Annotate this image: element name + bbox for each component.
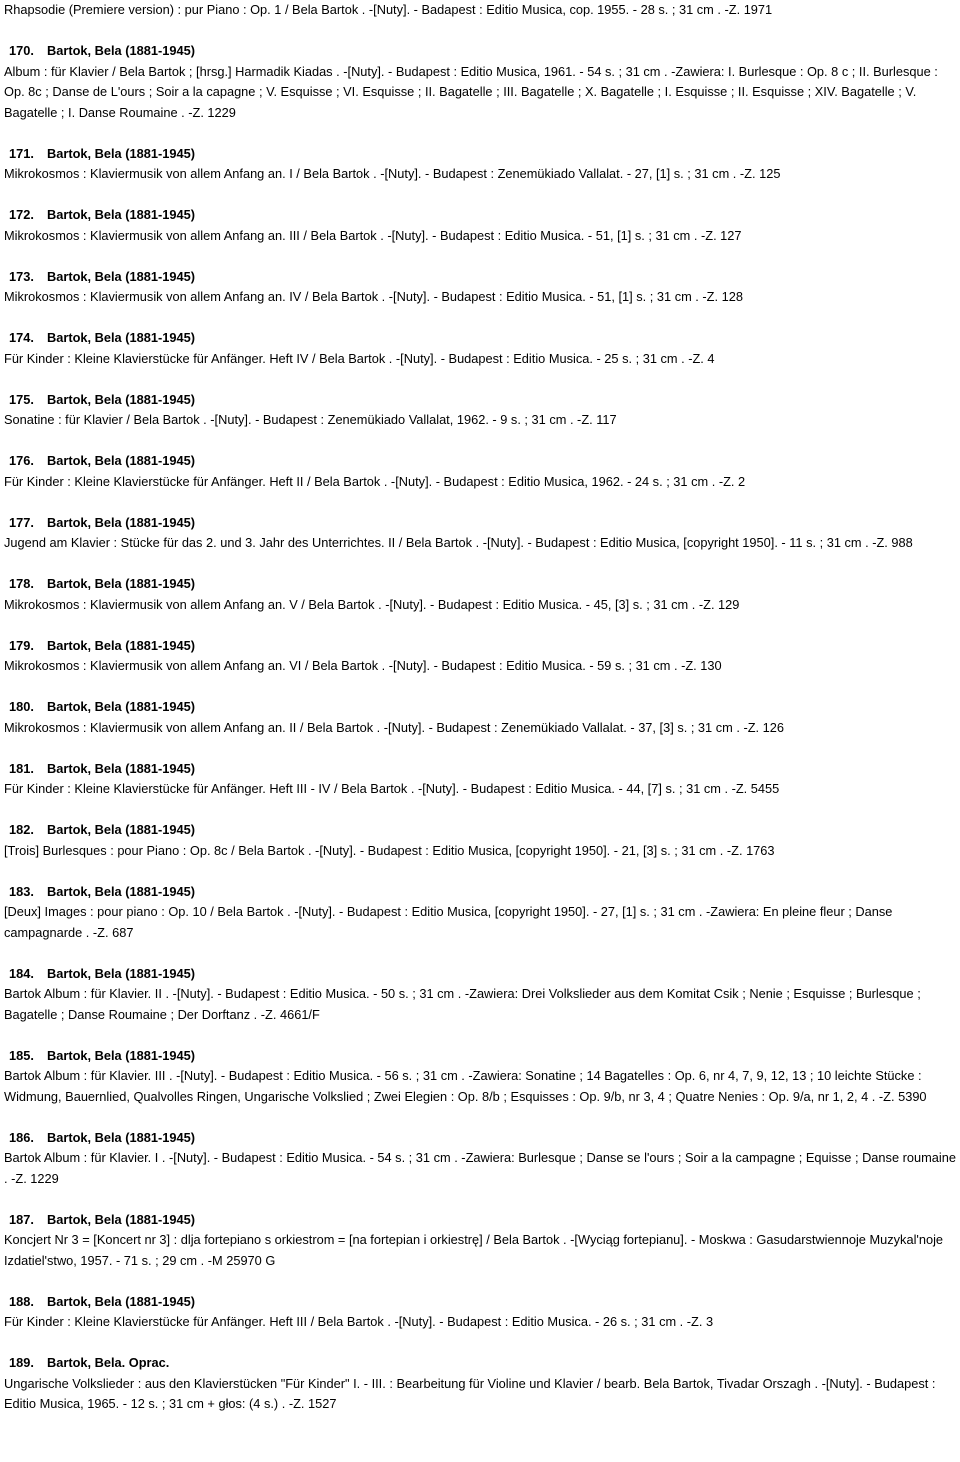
entry-author: Bartok, Bela (1881-1945) xyxy=(47,760,195,776)
entry-heading xyxy=(4,759,956,780)
entry-number: 183. xyxy=(9,883,34,899)
entry-description: Bartok Album : für Klavier. I . -[Nuty]. - Budapest : Editio Musica. - 54 s. ; 31 cm . -Zawiera: Burlesque ; Danse se l'ours ; Soir a la campagne ; Equisse ; Danse roumaine . -Z. 1229 xyxy=(4,1150,956,1186)
entry-heading xyxy=(4,328,956,349)
entry-heading xyxy=(4,451,956,472)
entry-number: 181. xyxy=(9,760,34,776)
catalog-entry xyxy=(4,451,956,492)
catalog-entry xyxy=(4,759,956,800)
entry-number: 176. xyxy=(9,453,34,468)
entry-author: Bartok, Bela (1881-1945) xyxy=(47,330,195,345)
entry-heading xyxy=(4,41,956,62)
entry-number: 175. xyxy=(9,391,34,407)
catalog-entry xyxy=(4,1353,956,1415)
entry-heading xyxy=(4,882,956,903)
entry-description: Jugend am Klavier : Stücke für das 2. und 3. Jahr des Unterrichtes. II / Bela Bartok . -[Nuty]. - Budapest : Editio Musica, [copyright 1950]. - 11 s. ; 31 cm . -Z. 988 xyxy=(4,535,913,550)
entry-number: 185. xyxy=(9,1047,34,1063)
entry-number: 187. xyxy=(9,1211,34,1227)
entry-list xyxy=(4,41,956,1415)
entry-description: Koncjert Nr 3 = [Koncert nr 3] : dlja fortepiano s orkiestrom = [na fortepian i orkiestrę] / Bela Bartok . -[Wyciąg fortepianu]. - Moskwa : Gasudarstwiennoje Muzykal'noje Izdatiel'stwo, 1957. - 71 s. ; 29 cm . -M 25970 G xyxy=(4,1232,944,1268)
entry-number: 171. xyxy=(9,145,34,161)
catalog-entry xyxy=(4,144,956,185)
entry-author: Bartok, Bela (1881-1945) xyxy=(47,43,195,58)
catalog-entry xyxy=(4,41,956,123)
entry-author: Bartok, Bela (1881-1945) xyxy=(47,1129,195,1145)
entry-author: Bartok, Bela (1881-1945) xyxy=(47,576,195,591)
entry-number: 188. xyxy=(9,1293,34,1309)
catalog-entry xyxy=(4,820,956,861)
entry-number: 174. xyxy=(9,330,34,345)
entry-heading xyxy=(4,697,956,718)
catalog-entry xyxy=(4,205,956,246)
entry-heading xyxy=(4,144,956,165)
entry-heading xyxy=(4,964,956,985)
entry-description: Für Kinder : Kleine Klavierstücke für Anfänger. Heft III - IV / Bela Bartok . -[Nuty]. - Budapest : Editio Musica. - 44, [7] s. ; 31 cm . -Z. 5455 xyxy=(4,781,780,796)
entry-heading xyxy=(4,1292,956,1313)
entry-heading xyxy=(4,267,956,288)
catalog-entry xyxy=(4,328,956,369)
entry-author: Bartok, Bela (1881-1945) xyxy=(47,883,195,899)
entry-number: 182. xyxy=(9,822,34,837)
catalog-entry xyxy=(4,574,956,615)
entry-description: Album : für Klavier / Bela Bartok ; [hrsg.] Harmadik Kiadas . -[Nuty]. - Budapest : Editio Musica, 1961. - 54 s. ; 31 cm . -Zawiera: I. Burlesque : Op. 8 c ; II. Burlesque : Op. 8c ; Danse de L'ours ; Soir a la capagne ; V. Esquisse ; VI. Esquisse ; II. Bagatelle ; III. Bagatelle ; X. Bagatelle ; I. Esquisse ; II. Esquisse ; XIV. Bagatelle ; V. Bagatelle ; I. Danse Roumaine . -Z. 1229 xyxy=(4,63,938,120)
catalog-entry xyxy=(4,1046,956,1108)
entry-author: Bartok, Bela. Oprac. xyxy=(47,1355,170,1370)
entry-description: Mikrokosmos : Klaviermusik von allem Anfang an. III / Bela Bartok . -[Nuty]. - Budapest : Editio Musica. - 51, [1] s. ; 31 cm . -Z. 127 xyxy=(4,227,742,243)
catalog-entry xyxy=(4,1292,956,1333)
catalog-entry xyxy=(4,390,956,431)
entry-description: Für Kinder : Kleine Klavierstücke für Anfänger. Heft II / Bela Bartok . -[Nuty]. - Budapest : Editio Musica, 1962. - 24 s. ; 31 cm . -Z. 2 xyxy=(4,473,746,489)
entry-description: Ungarische Volkslieder : aus den Klavierstücken "Für Kinder" I. - III. : Bearbeitung für Violine und Klavier / bearb. Bela Bartok, Tivadar Orszagh . -[Nuty]. - Budapest : Editio Musica, 1965. - 12 s. ; 31 cm + głos: (4 s.) . -Z. 1527 xyxy=(4,1375,936,1411)
entry-author: Bartok, Bela (1881-1945) xyxy=(47,1293,195,1309)
catalog-entry xyxy=(4,636,956,677)
entry-number: 180. xyxy=(9,699,34,714)
catalog-entry xyxy=(4,1128,956,1190)
entry-author: Bartok, Bela (1881-1945) xyxy=(47,822,195,837)
entry-description: Mikrokosmos : Klaviermusik von allem Anfang an. II / Bela Bartok . -[Nuty]. - Budapest : Zenemükiado Vallalat. - 37, [3] s. ; 31 cm . -Z. 126 xyxy=(4,719,784,735)
entry-description: Mikrokosmos : Klaviermusik von allem Anfang an. IV / Bela Bartok . -[Nuty]. - Budapest : Editio Musica. - 51, [1] s. ; 31 cm . -Z. 128 xyxy=(4,289,743,304)
entry-author: Bartok, Bela (1881-1945) xyxy=(47,391,195,407)
catalog-entry xyxy=(4,513,956,554)
entry-author: Bartok, Bela (1881-1945) xyxy=(47,268,195,284)
entry-heading xyxy=(4,390,956,411)
entry-author: Bartok, Bela (1881-1945) xyxy=(47,965,195,981)
entry-heading xyxy=(4,205,956,226)
entry-author: Bartok, Bela (1881-1945) xyxy=(47,699,195,714)
entry-heading xyxy=(4,1353,956,1374)
entry-description: Mikrokosmos : Klaviermusik von allem Anfang an. I / Bela Bartok . -[Nuty]. - Budapest : Zenemükiado Vallalat. - 27, [1] s. ; 31 cm . -Z. 125 xyxy=(4,166,781,181)
entry-description: Sonatine : für Klavier / Bela Bartok . -[Nuty]. - Budapest : Zenemükiado Vallalat, 1962. - 9 s. ; 31 cm . -Z. 117 xyxy=(4,412,617,427)
entry-heading xyxy=(4,820,956,841)
entry-number: 178. xyxy=(9,576,34,591)
entry-number: 184. xyxy=(9,965,34,981)
entry-author: Bartok, Bela (1881-1945) xyxy=(47,145,195,161)
entry-heading xyxy=(4,1210,956,1231)
entry-heading xyxy=(4,636,956,657)
entry-author: Bartok, Bela (1881-1945) xyxy=(47,1211,195,1227)
entry-number: 173. xyxy=(9,268,34,284)
entry-heading xyxy=(4,1046,956,1067)
entry-description: Für Kinder : Kleine Klavierstücke für Anfänger. Heft IV / Bela Bartok . -[Nuty]. - Budapest : Editio Musica. - 25 s. ; 31 cm . -Z. 4 xyxy=(4,350,715,366)
entry-number: 189. xyxy=(9,1355,34,1370)
entry-heading xyxy=(4,574,956,595)
catalog-entry xyxy=(4,1210,956,1272)
entry-author: Bartok, Bela (1881-1945) xyxy=(47,207,195,222)
catalog-entry xyxy=(4,697,956,738)
entry-heading xyxy=(4,1128,956,1149)
entry-description: [Deux] Images : pour piano : Op. 10 / Bela Bartok . -[Nuty]. - Budapest : Editio Musica, [copyright 1950]. - 27, [1] s. ; 31 cm . -Zawiera: En pleine fleur ; Danse campagnarde . -Z. 687 xyxy=(4,904,893,940)
catalog-entry xyxy=(4,964,956,1026)
entry-number: 172. xyxy=(9,207,34,222)
entry-author: Bartok, Bela (1881-1945) xyxy=(47,637,195,653)
entry-number: 177. xyxy=(9,514,34,530)
entry-number: 179. xyxy=(9,637,34,653)
catalog-entry xyxy=(4,267,956,308)
entry-number: 186. xyxy=(9,1129,34,1145)
entry-description: Mikrokosmos : Klaviermusik von allem Anfang an. VI / Bela Bartok . -[Nuty]. - Budapest : Editio Musica. - 59 s. ; 31 cm . -Z. 130 xyxy=(4,658,722,673)
entry-author: Bartok, Bela (1881-1945) xyxy=(47,1047,195,1063)
entry-description: Für Kinder : Kleine Klavierstücke für Anfänger. Heft III / Bela Bartok . -[Nuty]. - Budapest : Editio Musica. - 26 s. ; 31 cm . -Z. 3 xyxy=(4,1314,714,1329)
entry-author: Bartok, Bela (1881-1945) xyxy=(47,453,195,468)
entry-author: Bartok, Bela (1881-1945) xyxy=(47,514,195,530)
entry-description: Bartok Album : für Klavier. II . -[Nuty]. - Budapest : Editio Musica. - 50 s. ; 31 cm . -Zawiera: Drei Volkslieder aus dem Komitat Csik ; Nenie ; Esquisse ; Burlesque ; Bagatelle ; Danse Roumaine ; Der Dorftanz . -Z. 4661/F xyxy=(4,986,921,1022)
intro-entry-text: Rhapsodie (Premiere version) : pur Piano : Op. 1 / Bela Bartok . -[Nuty]. - Badapest : Editio Musica, cop. 1955. - 28 s. ; 31 cm . -Z. 1971 xyxy=(4,2,773,17)
catalog-entry xyxy=(4,882,956,944)
entry-heading xyxy=(4,513,956,534)
entry-description: Bartok Album : für Klavier. III . -[Nuty]. - Budapest : Editio Musica. - 56 s. ; 31 cm . -Zawiera: Sonatine ; 14 Bagatelles : Op. 6, nr 4, 7, 9, 12, 13 ; 10 leichte Stücke : Widmung, Bauernlied, Qualvolles Ringen, Ungarische Volkslied ; Zwei Elegien : Op. 8/b ; Esquisses : Op. 9/b, nr 3, 4 ; Quatre Nenies : Op. 9/a, nr 1, 2, 4 . -Z. 5390 xyxy=(4,1068,927,1104)
entry-number: 170. xyxy=(9,43,34,58)
entry-description: [Trois] Burlesques : pour Piano : Op. 8c / Bela Bartok . -[Nuty]. - Budapest : Editio Musica, [copyright 1950]. - 21, [3] s. ; 31 cm . -Z. 1763 xyxy=(4,842,775,858)
entry-description: Mikrokosmos : Klaviermusik von allem Anfang an. V / Bela Bartok . -[Nuty]. - Budapest : Editio Musica. - 45, [3] s. ; 31 cm . -Z. 129 xyxy=(4,596,740,612)
